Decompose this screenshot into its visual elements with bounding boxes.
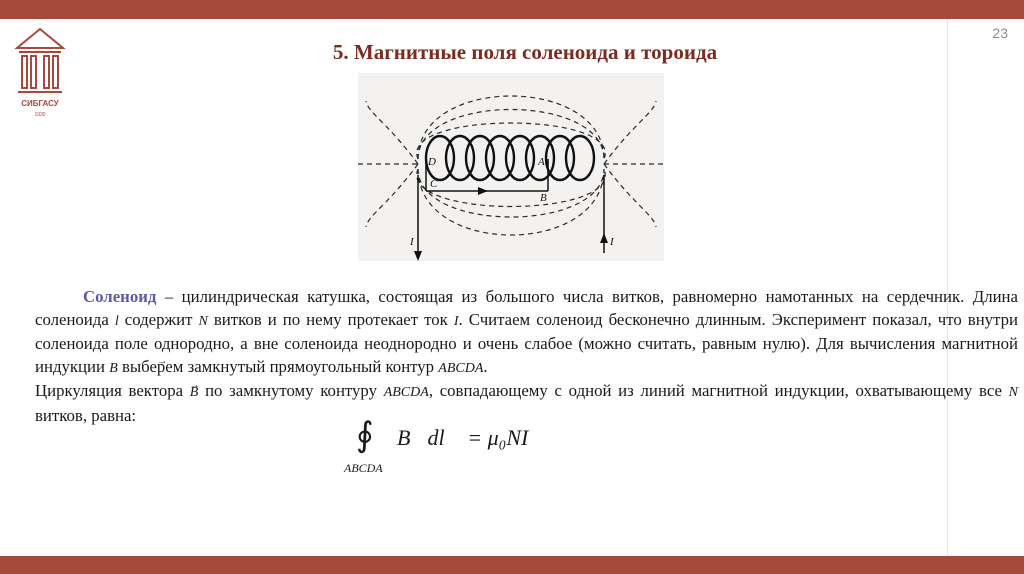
- symbol-n-2: N: [1008, 385, 1018, 400]
- symbol-l: l: [114, 313, 119, 329]
- slide-title: 5. Магнитные поля соленоида и тороида: [332, 40, 718, 64]
- paragraph-definition: Соленоид – цилиндрическая катушка, состоящая из большого числа витков, равномерно намотанных на сердечник. Длина соленоида l содержит N витков и по нему протекает ток I. Считаем соленоид бесконечно длинным. Эксперимент показал, что внутри соленоида поле однородно, а вне соленоида неоднородно и очень слабое (можно считать, равным нулю). Для вычисления магнитной индукции → B выберем замкнутый прямоугольный контур ABCDA.: [35, 286, 1018, 380]
- svg-text:A: A: [538, 156, 545, 168]
- solenoid-field-diagram: [358, 73, 664, 261]
- top-band: [0, 0, 1024, 19]
- formula-subscript: ABCDA: [344, 461, 383, 475]
- symbol-contour-2: ABCDA: [383, 385, 429, 400]
- bottom-band: [0, 556, 1024, 574]
- circulation-formula: [340, 417, 530, 481]
- svg-text:СИБГАСУ: СИБГАСУ: [21, 99, 59, 108]
- body-text: [35, 286, 1018, 427]
- symbol-contour: ABCDA: [438, 360, 484, 376]
- contour-integral-sign: ∮: [356, 417, 374, 454]
- term-solenoid: Соленоид: [83, 287, 157, 306]
- svg-text:C: C: [430, 178, 438, 190]
- paragraph-circulation: Циркуляция вектора → B по замкнутому контуру ABCDA, совпадающему с одной из линий магнитной индукции, охватывающему все N витков, равна:: [35, 380, 1018, 427]
- university-logo: [14, 26, 66, 121]
- symbol-i: I: [453, 313, 459, 329]
- svg-text:D: D: [428, 156, 436, 168]
- symbol-b-vector: → B: [109, 361, 118, 376]
- svg-text:I: I: [410, 236, 414, 248]
- slide-number: 23: [992, 25, 1008, 41]
- svg-text:1930: 1930: [34, 112, 46, 118]
- svg-text:I: I: [610, 236, 614, 248]
- formula-body: B⃗dl⃗ = μ₀NI: [397, 425, 529, 450]
- svg-text:B: B: [540, 192, 547, 204]
- symbol-n: N: [198, 313, 208, 329]
- symbol-b-vector-2: → B: [190, 385, 199, 400]
